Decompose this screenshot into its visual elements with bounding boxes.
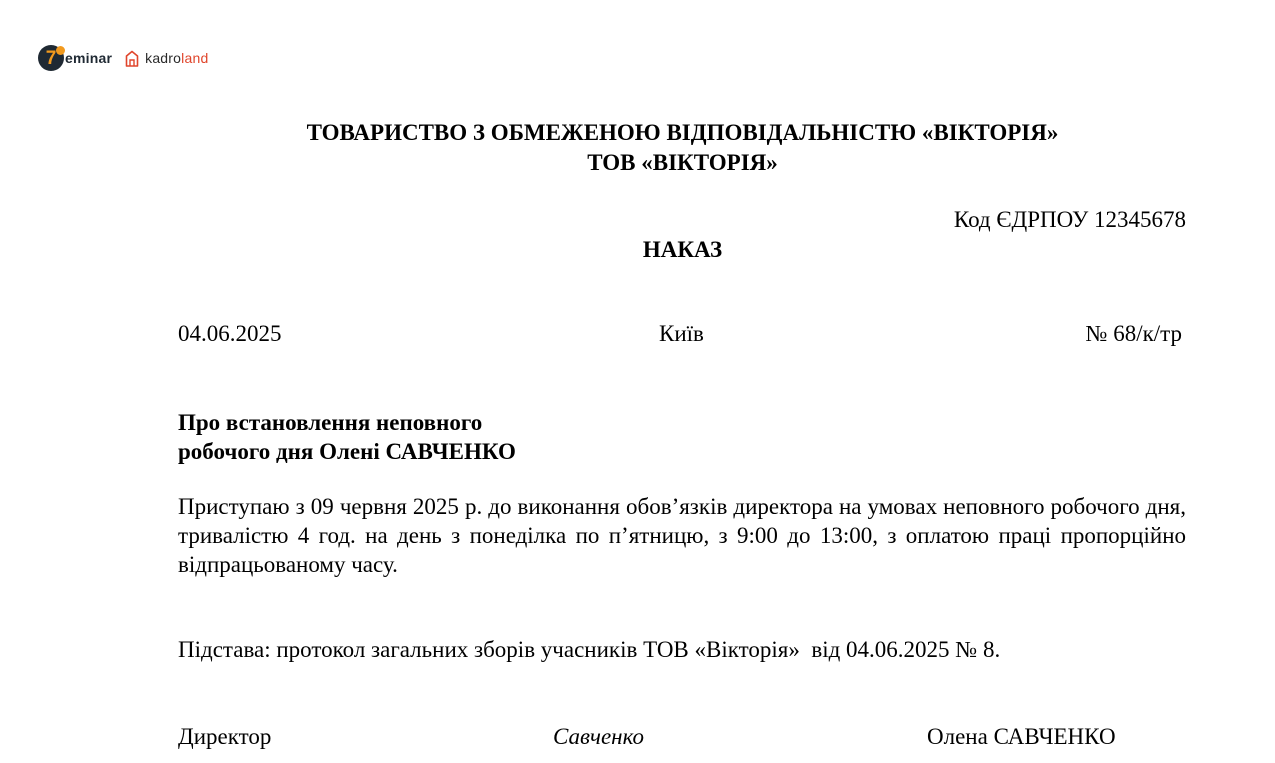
signature-row	[178, 725, 1138, 753]
seminar-logo-text: eminar	[65, 50, 113, 66]
kadroland-logo-text	[145, 50, 208, 66]
order-number: № 68/к/тр	[1085, 321, 1182, 346]
signatory-signature: Савченко	[553, 724, 644, 749]
order-subject-line-2: робочого дня Олені САВЧЕНКО	[178, 439, 516, 464]
order-subject-line-1: Про встановлення неповного	[178, 410, 483, 435]
seminar-logo[interactable]	[38, 45, 112, 71]
seminar-badge-icon	[38, 45, 64, 71]
edrpou-code: Код ЄДРПОУ 12345678	[953, 207, 1186, 232]
company-short-name: ТОВ «ВІКТОРІЯ»	[587, 150, 778, 175]
order-meta-row	[178, 322, 1182, 348]
company-name: ТОВАРИСТВО З ОБМЕЖЕНОЮ ВІДПОВІДАЛЬНІСТЮ «ВІКТОРІЯ»	[306, 120, 1059, 145]
order-body-text: Приступаю з 09 червня 2025 р. до виконання обов’язків директора на умовах неповного робочого дня, тривалістю 4 год. на день з понеділка по п’ятницю, з 9:00 до 13:00, з оплатою праці пропорційно відпрацьованому часу.	[178, 494, 1186, 577]
kadroland-logo[interactable]	[125, 50, 208, 67]
order-subject	[178, 408, 516, 466]
kadroland-house-icon	[125, 50, 139, 67]
kadroland-logo-part1: kadro	[145, 50, 182, 66]
document-type-title: НАКАЗ	[642, 237, 723, 262]
order-city: Київ	[659, 321, 704, 346]
seminar-logo-glyph: 7	[45, 47, 57, 69]
kadroland-logo-part2: land	[181, 50, 209, 66]
signatory-position: Директор	[178, 724, 272, 749]
order-basis: Підстава: протокол загальних зборів учасників ТОВ «Вікторія» від 04.06.2025 № 8.	[178, 637, 1001, 662]
header-logos	[38, 44, 208, 72]
signatory-full-name: Олена САВЧЕНКО	[927, 724, 1116, 749]
order-date: 04.06.2025	[178, 321, 282, 346]
